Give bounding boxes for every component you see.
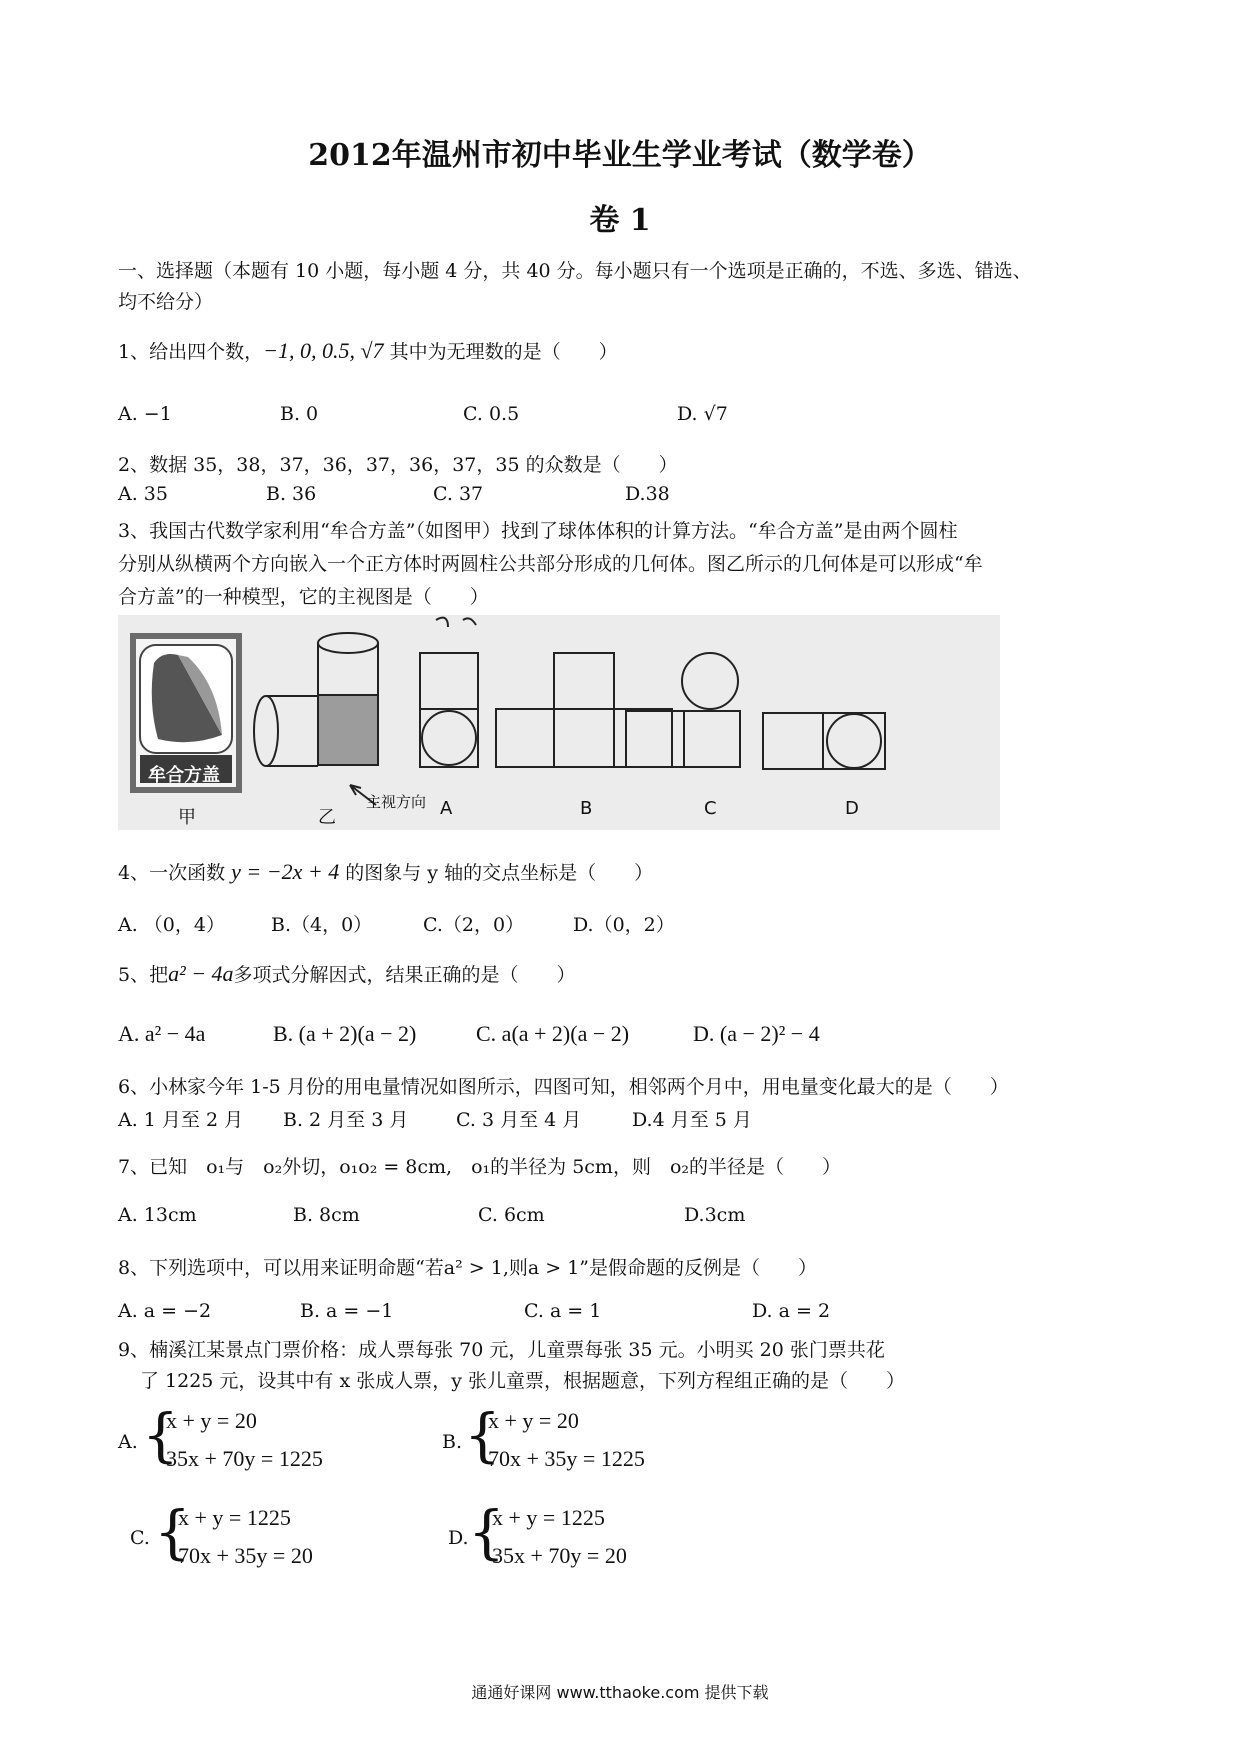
q1-option-a: A. −1 [118, 403, 172, 425]
q9-option-d-label: D. [448, 1527, 469, 1549]
q4-option-a: A. （0，4） [118, 914, 225, 936]
q4-stem [118, 858, 653, 885]
q5-option-d: D. (a − 2)² − 4 [693, 1021, 820, 1046]
cylinder-model [254, 633, 378, 766]
q1-option-d: D. √7 [677, 403, 728, 425]
arrow-caption: 主视方向 [366, 793, 427, 811]
q7-stem: 7、已知 o₁与 o₂外切，o₁o₂ = 8cm, o₁的半径为 5cm，则 o₂的半径是（ ） [118, 1156, 841, 1178]
q9-option-c-brace: { [154, 1498, 191, 1566]
q5-option-b: B. (a + 2)(a − 2) [273, 1021, 417, 1046]
q9-option-c-eq2: 70x + 35y = 20 [178, 1543, 313, 1568]
q9-option-d-brace: { [468, 1498, 505, 1566]
q7-option-d: D.3cm [684, 1204, 746, 1226]
q9-option-d-eq2: 35x + 70y = 20 [492, 1543, 627, 1568]
q5-stem-prefix: 5、把 [118, 964, 169, 986]
q9-option-d-eq1: x + y = 1225 [492, 1505, 605, 1530]
label-c: C [704, 798, 717, 819]
option-d-view [763, 713, 885, 769]
q2-option-d: D.38 [625, 483, 670, 505]
page-title: 2012年温州市初中毕业生学业考试（数学卷） [308, 138, 932, 173]
q4-stem-suffix: 的图象与 y 轴的交点坐标是（ ） [339, 862, 654, 884]
photo-caption: 牟合方盖 [148, 765, 220, 786]
q2-option-b: B. 36 [266, 483, 317, 505]
q3-stem-line3: 合方盖”的一种模型，它的主视图是（ ） [118, 586, 489, 608]
q8-stem: 8、下列选项中，可以用来证明命题“若a² > 1,则a > 1”是假命题的反例是（ ） [118, 1257, 818, 1279]
q9-option-a-eq1: x + y = 20 [166, 1408, 257, 1433]
page-footer: 通通好课网 www.tthaoke.com 提供下载 [471, 1683, 769, 1702]
section-intro-line2: 均不给分） [118, 291, 214, 313]
q9-option-a-label: A. [118, 1431, 138, 1453]
q4-equation: y = −2x + 4 [231, 859, 340, 884]
q8-option-d: D. a = 2 [752, 1300, 831, 1322]
q6-option-a: A. 1 月至 2 月 [118, 1109, 244, 1131]
q9-stem-line1: 9、楠溪江某景点门票价格：成人票每张 70 元，儿童票每张 35 元。小明买 20 张门票共花 [118, 1339, 885, 1361]
q5-stem [118, 960, 576, 987]
q9-option-a-brace: { [142, 1401, 179, 1469]
q9-option-c-label: C. [130, 1527, 150, 1549]
q9-option-b-eq1: x + y = 20 [488, 1408, 579, 1433]
label-d: D [845, 798, 859, 819]
q1-stem [118, 337, 618, 364]
q1-numbers: −1, 0, 0.5, √7 [263, 338, 384, 363]
q3-figure-drawing [118, 615, 1000, 830]
q2-option-c: C. 37 [433, 483, 484, 505]
q5-stem-suffix: 多项式分解因式，结果正确的是（ ） [233, 964, 576, 986]
q9-option-b-eq2: 70x + 35y = 1225 [488, 1446, 645, 1471]
q1-option-b: B. 0 [280, 403, 319, 425]
q9-stem-line2: 了 1225 元，设其中有 x 张成人票，y 张儿童票，根据题意，下列方程组正确的是（ ） [140, 1370, 906, 1392]
q3-figure [118, 615, 1000, 830]
q6-option-d: D.4 月至 5 月 [632, 1109, 752, 1131]
q1-option-c: C. 0.5 [463, 403, 520, 425]
q2-option-a: A. 35 [118, 483, 168, 505]
q4-stem-prefix: 4、一次函数 [118, 862, 232, 884]
q5-expression: a² − 4a [168, 961, 234, 986]
q3-stem-line1: 3、我国古代数学家利用“牟合方盖”（如图甲）找到了球体体积的计算方法。“牟合方盖”是由两个圆柱 [118, 520, 958, 542]
section-intro-line1: 一、选择题（本题有 10 小题，每小题 4 分，共 40 分。每小题只有一个选项是正确的，不选、多选、错选、 [118, 260, 1032, 282]
q2-stem: 2、数据 35，38，37，36，37，36，37，35 的众数是（ ） [118, 454, 678, 476]
label-b: B [580, 798, 593, 819]
q8-option-a: A. a = −2 [118, 1300, 212, 1322]
q5-option-c: C. a(a + 2)(a − 2) [476, 1021, 630, 1046]
label-a: A [440, 798, 453, 819]
q7-option-a: A. 13cm [118, 1204, 197, 1226]
q9-option-b-brace: { [464, 1401, 501, 1469]
q4-option-b: B.（4，0） [271, 914, 373, 936]
label-jia: 甲 [178, 807, 196, 828]
q6-option-b: B. 2 月至 3 月 [283, 1109, 409, 1131]
q4-option-d: D.（0，2） [573, 914, 675, 936]
q7-option-c: C. 6cm [478, 1204, 545, 1226]
q1-stem-suffix: 其中为无理数的是（ ） [389, 341, 618, 363]
q9-option-b-label: B. [442, 1431, 463, 1453]
q1-stem-prefix: 1、给出四个数， [118, 341, 264, 363]
q4-option-c: C.（2，0） [423, 914, 525, 936]
q9-option-a-eq2: 35x + 70y = 1225 [166, 1446, 323, 1471]
q5-option-a: A. a² − 4a [118, 1021, 206, 1046]
q6-option-c: C. 3 月至 4 月 [456, 1109, 582, 1131]
option-c-view [626, 653, 740, 767]
option-a-view [420, 618, 478, 767]
q7-option-b: B. 8cm [293, 1204, 360, 1226]
q8-option-b: B. a = −1 [300, 1300, 394, 1322]
q9-option-c-eq1: x + y = 1225 [178, 1505, 291, 1530]
label-yi: 乙 [318, 807, 336, 828]
q8-option-c: C. a = 1 [524, 1300, 602, 1322]
page-subtitle: 卷 1 [589, 203, 651, 238]
q3-stem-line2: 分别从纵横两个方向嵌入一个正方体时两圆柱公共部分形成的几何体。图乙所示的几何体是可以形成“牟 [118, 553, 983, 575]
q6-stem: 6、小林家今年 1-5 月份的用电量情况如图所示，四图可知，相邻两个月中，用电量变化最大的是（ ） [118, 1076, 1009, 1098]
